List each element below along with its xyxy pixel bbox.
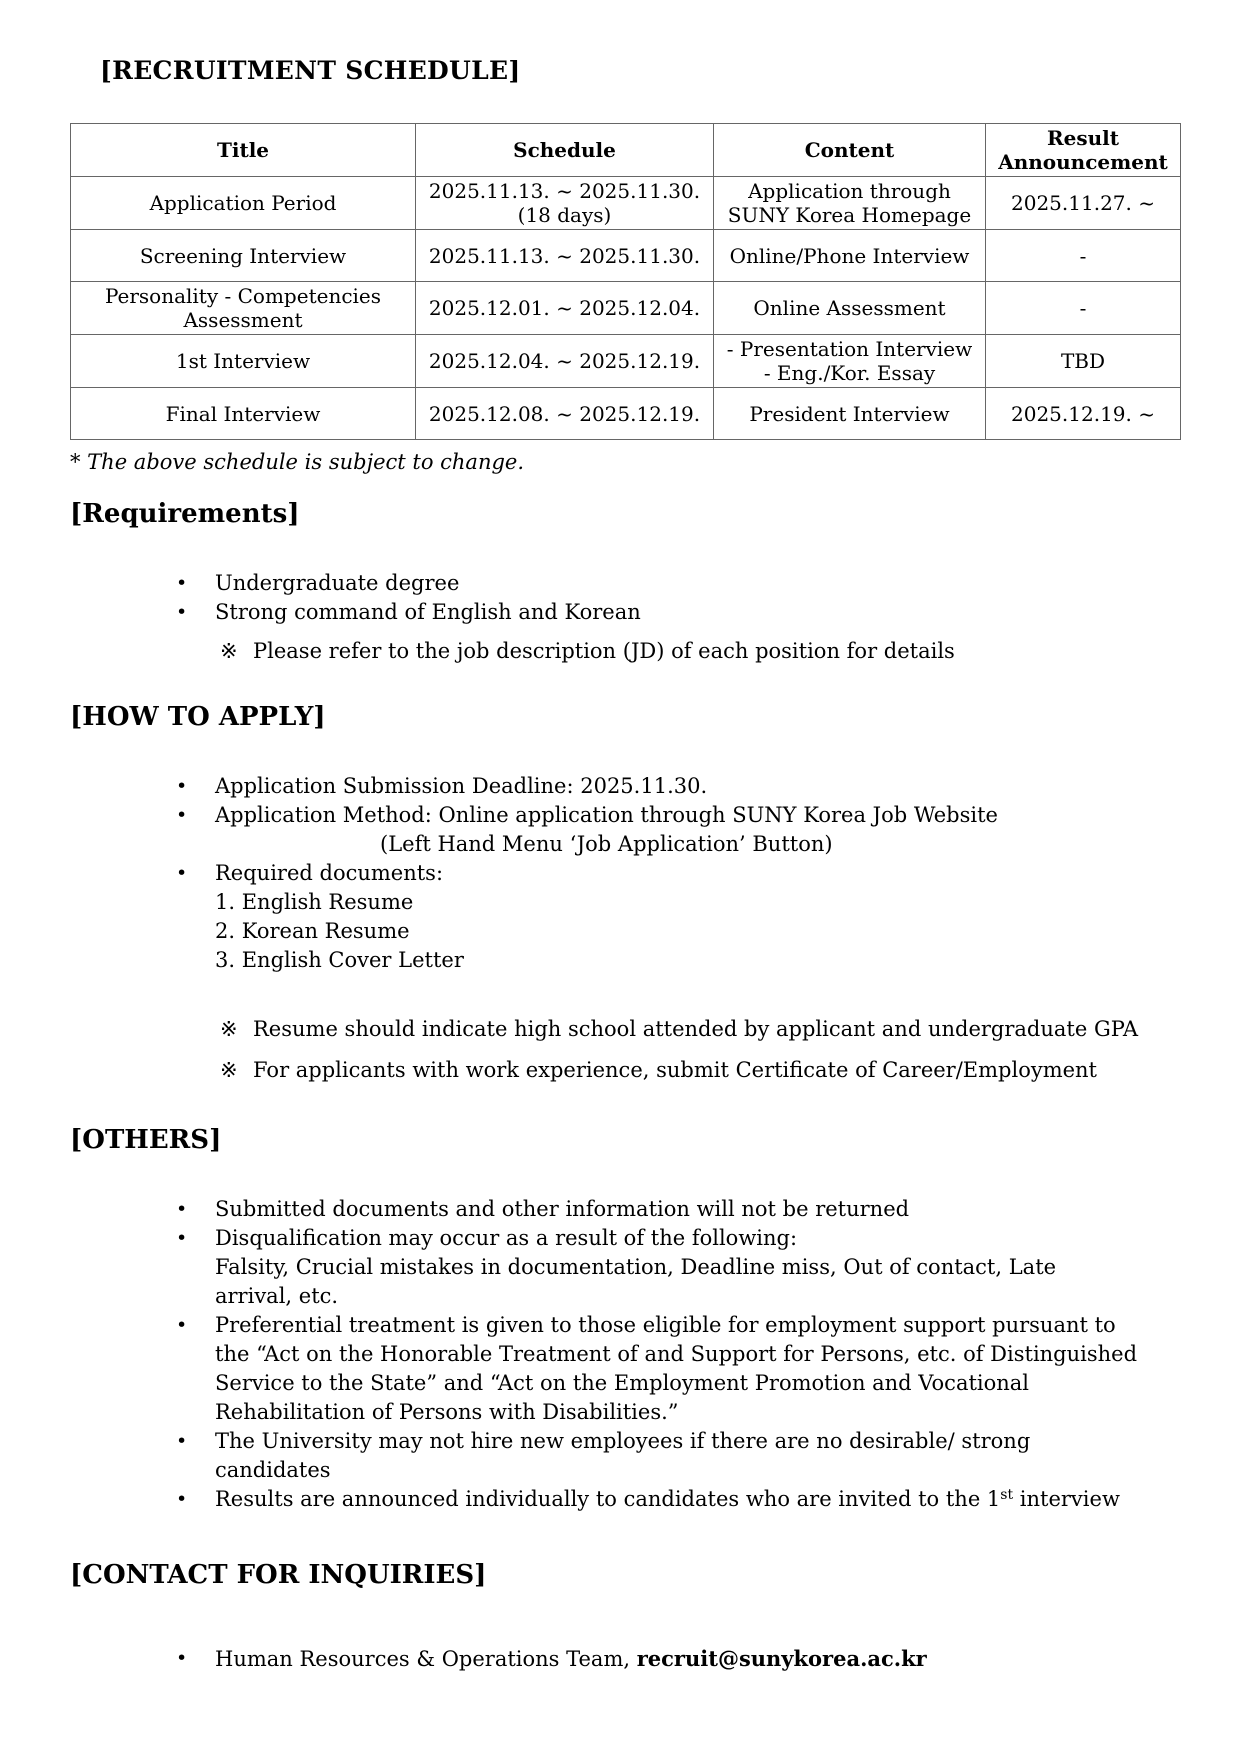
row-title (71, 282, 416, 335)
bullet-icon: • (176, 1488, 188, 1510)
list-item (70, 1311, 1183, 1340)
list-item-text: Undergraduate degree (215, 571, 460, 595)
contact-email: recruit@sunykorea.ac.kr (636, 1646, 927, 1671)
list-item-continuation: candidates (215, 1458, 331, 1482)
list-item (70, 598, 1183, 627)
doc-item: 3. English Cover Letter (215, 948, 464, 972)
row-schedule: 2025.12.04. ~ 2025.12.19. (416, 335, 714, 388)
reference-mark-icon: ※ (220, 1017, 238, 1041)
bullet-icon: • (176, 804, 188, 826)
how-to-apply-list (70, 772, 1183, 1084)
row-title: Final Interview (71, 388, 416, 440)
bullet-icon: • (176, 1198, 188, 1220)
table-row (71, 230, 1181, 282)
row-result: - (986, 230, 1181, 282)
table-row (71, 282, 1181, 335)
bullet-icon: • (176, 1227, 188, 1249)
bullet-icon: • (176, 572, 188, 594)
list-item (70, 1195, 1183, 1224)
list-item (70, 1644, 1183, 1674)
row-schedule: 2025.11.13. ~ 2025.11.30. (416, 230, 714, 282)
contact-team-text: Human Resources & Operations Team, (215, 1647, 637, 1671)
list-item-text: Results are announced individually to candidates who are invited to the 1 (215, 1487, 1001, 1511)
column-header-title: Title (71, 124, 416, 177)
list-item-text: Disqualification may occur as a result of the following: (215, 1226, 798, 1250)
row-result: 2025.12.19. ~ (986, 388, 1181, 440)
row-schedule: 2025.12.08. ~ 2025.12.19. (416, 388, 714, 440)
reference-note-text: For applicants with work experience, submit Certificate of Career/Employment (253, 1058, 1097, 1082)
row-content (714, 177, 986, 230)
list-item-text: The University may not hire new employees if there are no desirable/ strong (215, 1429, 1031, 1453)
row-title: Screening Interview (71, 230, 416, 282)
list-item-text: Submitted documents and other information will not be returned (215, 1197, 910, 1221)
list-item (70, 801, 1183, 830)
requirements-heading: [Requirements] (70, 499, 300, 529)
reference-note (70, 1056, 1183, 1084)
requirements-list (70, 569, 1183, 665)
row-result: 2025.11.27. ~ (986, 177, 1181, 230)
list-item-text: Strong command of English and Korean (215, 600, 641, 624)
schedule-line: (18 days) (517, 203, 612, 227)
table-row (71, 335, 1181, 388)
bullet-icon: • (176, 1314, 188, 1336)
content-line: - Eng./Kor. Essay (763, 361, 936, 385)
contact-heading: [CONTACT FOR INQUIRIES] (70, 1560, 487, 1590)
list-item (70, 859, 1183, 888)
recruitment-schedule-table (70, 123, 1181, 440)
column-header-content: Content (714, 124, 986, 177)
page-title: [RECRUITMENT SCHEDULE] (100, 56, 521, 85)
title-line: Personality - Competencies (104, 284, 382, 308)
doc-item: 1. English Resume (215, 890, 414, 914)
reference-note (70, 637, 1183, 665)
ordinal-superscript: st (1000, 1487, 1014, 1503)
method-sub-line: (Left Hand Menu ‘Job Application’ Button) (380, 832, 833, 856)
content-line: - Presentation Interview (726, 337, 973, 361)
bullet-icon: • (176, 775, 188, 797)
how-to-apply-heading: [HOW TO APPLY] (70, 702, 326, 732)
list-item (70, 569, 1183, 598)
column-header-schedule: Schedule (416, 124, 714, 177)
table-header-row (71, 124, 1181, 177)
list-item-continuation: Rehabilitation of Persons with Disabilities.” (215, 1400, 679, 1424)
list-item (70, 772, 1183, 801)
table-row (71, 388, 1181, 440)
bullet-icon: • (176, 862, 188, 884)
row-result: - (986, 282, 1181, 335)
content-line: SUNY Korea Homepage (727, 203, 972, 227)
row-schedule (416, 177, 714, 230)
doc-item: 2. Korean Resume (215, 919, 410, 943)
list-item (70, 1224, 1183, 1253)
schedule-line: 2025.11.13. ~ 2025.11.30. (428, 179, 701, 203)
reference-mark-icon: ※ (220, 1058, 238, 1082)
table-row (71, 177, 1181, 230)
bullet-icon: • (176, 1647, 188, 1669)
column-header-result: Result Announcement (986, 124, 1181, 177)
schedule-change-note: * The above schedule is subject to change. (70, 450, 525, 474)
reference-mark-icon: ※ (220, 639, 238, 663)
list-item-text: Preferential treatment is given to those eligible for employment support pursuant to (215, 1313, 1116, 1337)
list-item-text: Application Submission Deadline: 2025.11.30. (215, 774, 708, 798)
row-title: 1st Interview (71, 335, 416, 388)
content-line: Application through (748, 179, 951, 203)
row-result: TBD (986, 335, 1181, 388)
contact-list (70, 1644, 1183, 1674)
title-line: Assessment (183, 308, 303, 332)
row-schedule: 2025.12.01. ~ 2025.12.04. (416, 282, 714, 335)
list-item-continuation: Service to the State” and “Act on the Employment Promotion and Vocational (215, 1371, 1030, 1395)
others-heading: [OTHERS] (70, 1125, 222, 1155)
list-item-continuation: the “Act on the Honorable Treatment of and Support for Persons, etc. of Distinguished (215, 1342, 1138, 1366)
bullet-icon: • (176, 601, 188, 623)
list-item-text: Required documents: (215, 861, 444, 885)
list-item (70, 1427, 1183, 1456)
reference-note-text: Resume should indicate high school attended by applicant and undergraduate GPA (253, 1017, 1139, 1041)
row-title: Application Period (71, 177, 416, 230)
list-item-continuation: arrival, etc. (215, 1284, 339, 1308)
reference-note-text: Please refer to the job description (JD) of each position for details (253, 639, 955, 663)
reference-note (70, 1015, 1183, 1043)
list-item-continuation: Falsity, Crucial mistakes in documentation, Deadline miss, Out of contact, Late (215, 1255, 1057, 1279)
row-content (714, 335, 986, 388)
list-item-text: Application Method: Online application through SUNY Korea Job Website (215, 803, 998, 827)
list-item-text: interview (1013, 1487, 1120, 1511)
row-content: Online/Phone Interview (714, 230, 986, 282)
row-content: Online Assessment (714, 282, 986, 335)
list-item (70, 1485, 1183, 1517)
bullet-icon: • (176, 1430, 188, 1452)
row-content: President Interview (714, 388, 986, 440)
others-list (70, 1195, 1183, 1517)
